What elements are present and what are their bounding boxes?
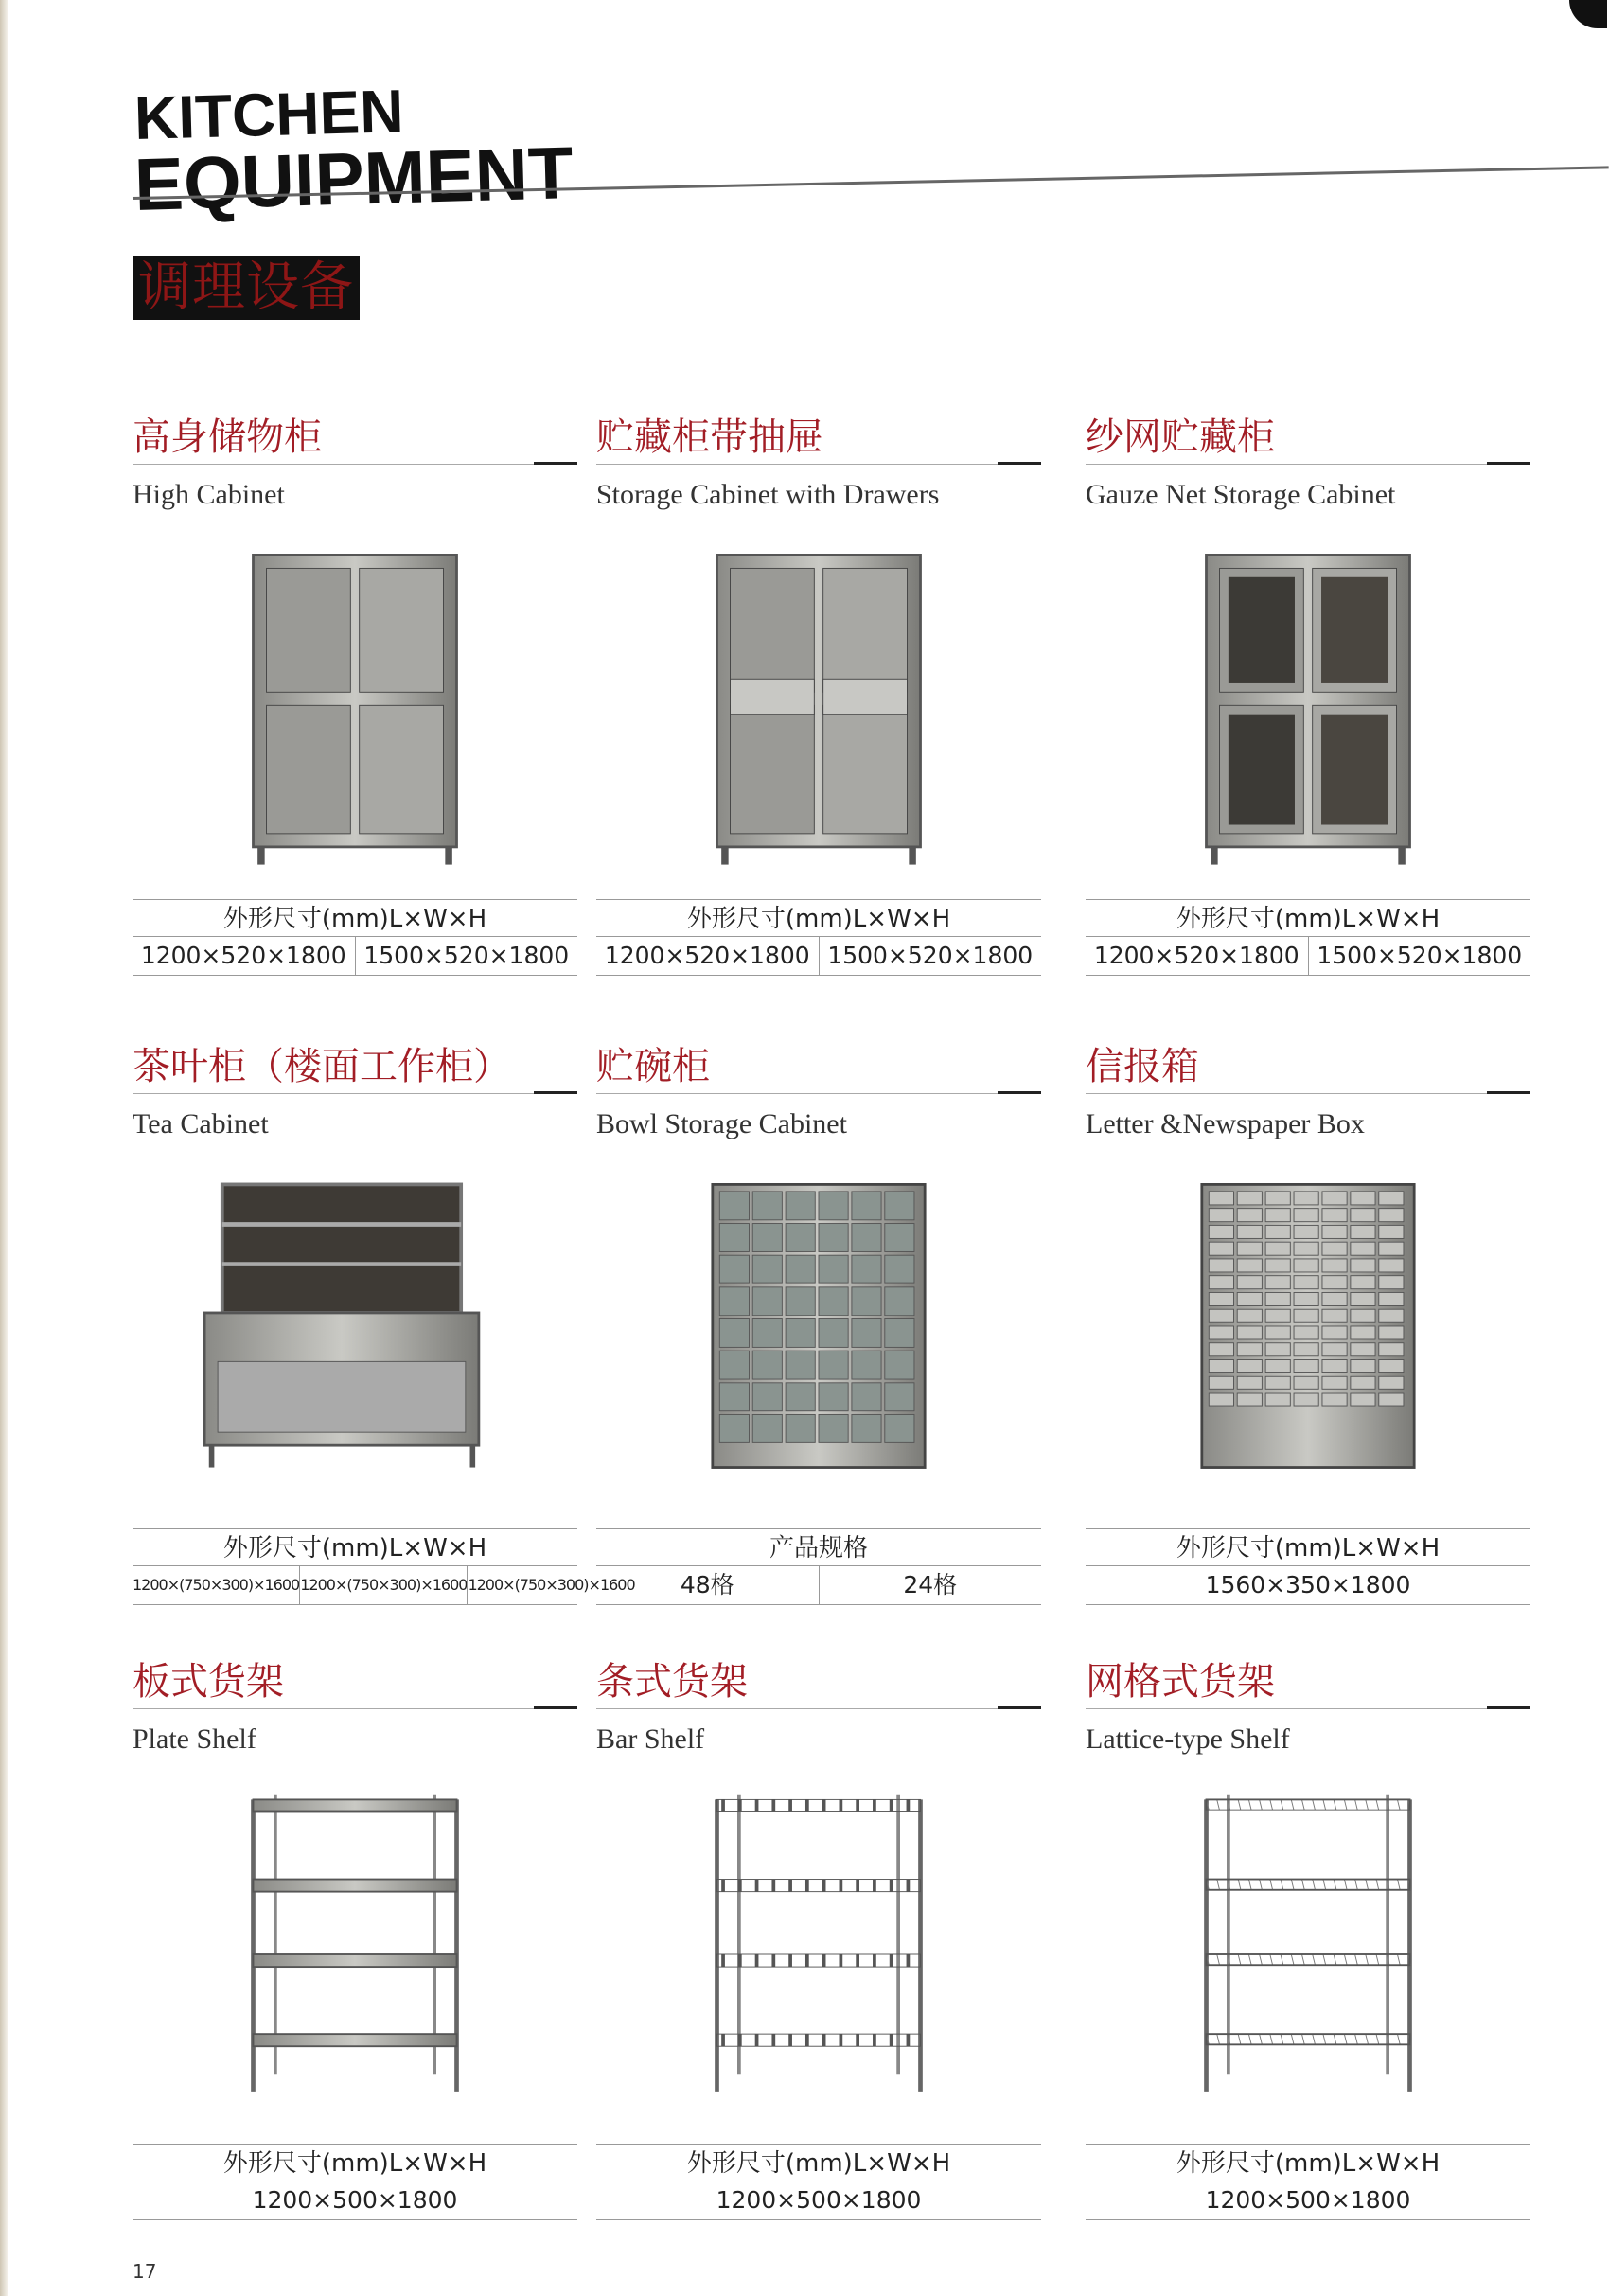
title-divider [133, 1093, 577, 1094]
product-image-gauze-net-cabinet [1105, 535, 1512, 885]
product-title-en: Lattice-type Shelf [1086, 1723, 1290, 1755]
spec-header: 外形尺寸(mm)L×W×H [133, 2145, 577, 2181]
product-image-plate-shelf [151, 1779, 558, 2129]
product-title-en: Bar Shelf [596, 1723, 705, 1755]
product-image-lattice-shelf [1105, 1779, 1512, 2129]
product-image-storage-cabinet-drawers [615, 535, 1022, 885]
product-title-en: Letter &Newspaper Box [1086, 1108, 1365, 1139]
spec-values-row [596, 937, 1041, 975]
product-image-bowl-storage-cabinet [615, 1164, 1022, 1514]
product-card-gauze-net-cabinet [1086, 407, 1535, 1032]
spec-value: 1200×(750×300)×1600 [299, 1566, 467, 1604]
spec-value: 48格 [680, 1571, 734, 1598]
chinese-subtitle: 调理设备 [133, 256, 360, 320]
product-card-plate-shelf [133, 1651, 582, 2276]
title-divider [133, 1708, 577, 1709]
spec-header: 外形尺寸(mm)L×W×H [1086, 2145, 1530, 2181]
spec-header: 外形尺寸(mm)L×W×H [1086, 1529, 1530, 1566]
spec-values-row [133, 2181, 577, 2219]
spec-value: 1200×(750×300)×1600 [467, 1566, 634, 1604]
spec-header: 外形尺寸(mm)L×W×H [596, 2145, 1041, 2181]
product-title-cn: 网格式货架 [1086, 1660, 1275, 1704]
product-card-storage-cabinet-drawers [596, 407, 1046, 1032]
page-corner [1569, 0, 1607, 28]
spec-table [133, 1528, 635, 1605]
spec-values-row [596, 2181, 1041, 2219]
spec-values-row [1086, 2181, 1530, 2219]
spec-value: 1200×500×1800 [716, 2186, 922, 2214]
spec-header: 外形尺寸(mm)L×W×H [596, 900, 1041, 937]
spec-value: 1200×500×1800 [252, 2186, 458, 2214]
spec-values-row [133, 937, 577, 975]
product-title-en: Tea Cabinet [133, 1108, 269, 1139]
spec-value: 1200×520×1800 [1093, 942, 1300, 969]
title-line-1: KITCHEN [133, 77, 405, 152]
spec-table [1086, 1528, 1530, 1605]
title-divider [596, 1093, 1041, 1094]
spec-values-row [133, 1566, 635, 1604]
spec-value: 1500×520×1800 [355, 937, 578, 975]
spec-header: 外形尺寸(mm)L×W×H [1086, 900, 1530, 937]
product-card-bowl-storage-cabinet [596, 1036, 1046, 1661]
spec-table [596, 1528, 1041, 1605]
spec-values-row [1086, 1566, 1530, 1604]
spec-value: 1500×520×1800 [819, 937, 1042, 975]
spec-value: 1200×520×1800 [140, 942, 346, 969]
spec-table [133, 2144, 577, 2220]
product-title-cn: 条式货架 [596, 1660, 748, 1704]
product-card-bar-shelf [596, 1651, 1046, 2276]
product-title-en: Storage Cabinet with Drawers [596, 479, 940, 510]
product-image-bar-shelf [615, 1779, 1022, 2129]
title-divider [133, 464, 577, 465]
spec-table [1086, 2144, 1530, 2220]
title-divider [1086, 464, 1530, 465]
product-card-high-cabinet [133, 407, 582, 1032]
product-image-tea-cabinet [151, 1164, 558, 1514]
spec-header: 产品规格 [596, 1529, 1041, 1566]
spec-header: 外形尺寸(mm)L×W×H [133, 1529, 577, 1566]
title-line-2: EQUIPMENT [133, 131, 575, 226]
spec-value: 1200×520×1800 [604, 942, 810, 969]
product-title-en: High Cabinet [133, 479, 285, 510]
spec-value: 1560×350×1800 [1205, 1571, 1411, 1598]
title-divider [1086, 1093, 1530, 1094]
product-title-en: Plate Shelf [133, 1723, 256, 1755]
product-title-en: Gauze Net Storage Cabinet [1086, 479, 1396, 510]
page-number: 17 [133, 2260, 157, 2283]
spec-table [596, 899, 1041, 976]
title-divider [596, 464, 1041, 465]
spec-value: 1200×500×1800 [1205, 2186, 1411, 2214]
product-title-cn: 信报箱 [1086, 1045, 1199, 1088]
product-title-en: Bowl Storage Cabinet [596, 1108, 847, 1139]
product-title-cn: 纱网贮藏柜 [1086, 415, 1275, 459]
spec-values-row [596, 1566, 1041, 1604]
spec-value: 1500×520×1800 [1308, 937, 1531, 975]
product-title-cn: 板式货架 [133, 1660, 284, 1704]
spec-value: 24格 [819, 1566, 1042, 1604]
product-card-lattice-shelf [1086, 1651, 1535, 2276]
product-card-tea-cabinet [133, 1036, 635, 1661]
spec-table [133, 899, 577, 976]
product-title-cn: 高身储物柜 [133, 415, 322, 459]
spec-value: 1200×(750×300)×1600 [133, 1576, 300, 1594]
spec-values-row [1086, 937, 1530, 975]
product-title-cn: 贮藏柜带抽屉 [596, 415, 823, 459]
product-title-cn: 贮碗柜 [596, 1045, 710, 1088]
product-image-high-cabinet [151, 535, 558, 885]
product-card-letter-box [1086, 1036, 1535, 1661]
spec-table [596, 2144, 1041, 2220]
product-image-letter-box [1105, 1164, 1512, 1514]
spec-table [1086, 899, 1530, 976]
spec-header: 外形尺寸(mm)L×W×H [133, 900, 577, 937]
title-divider [596, 1708, 1041, 1709]
title-divider [1086, 1708, 1530, 1709]
product-title-cn: 茶叶柜（楼面工作柜） [133, 1045, 511, 1088]
page-spine [0, 0, 8, 2296]
